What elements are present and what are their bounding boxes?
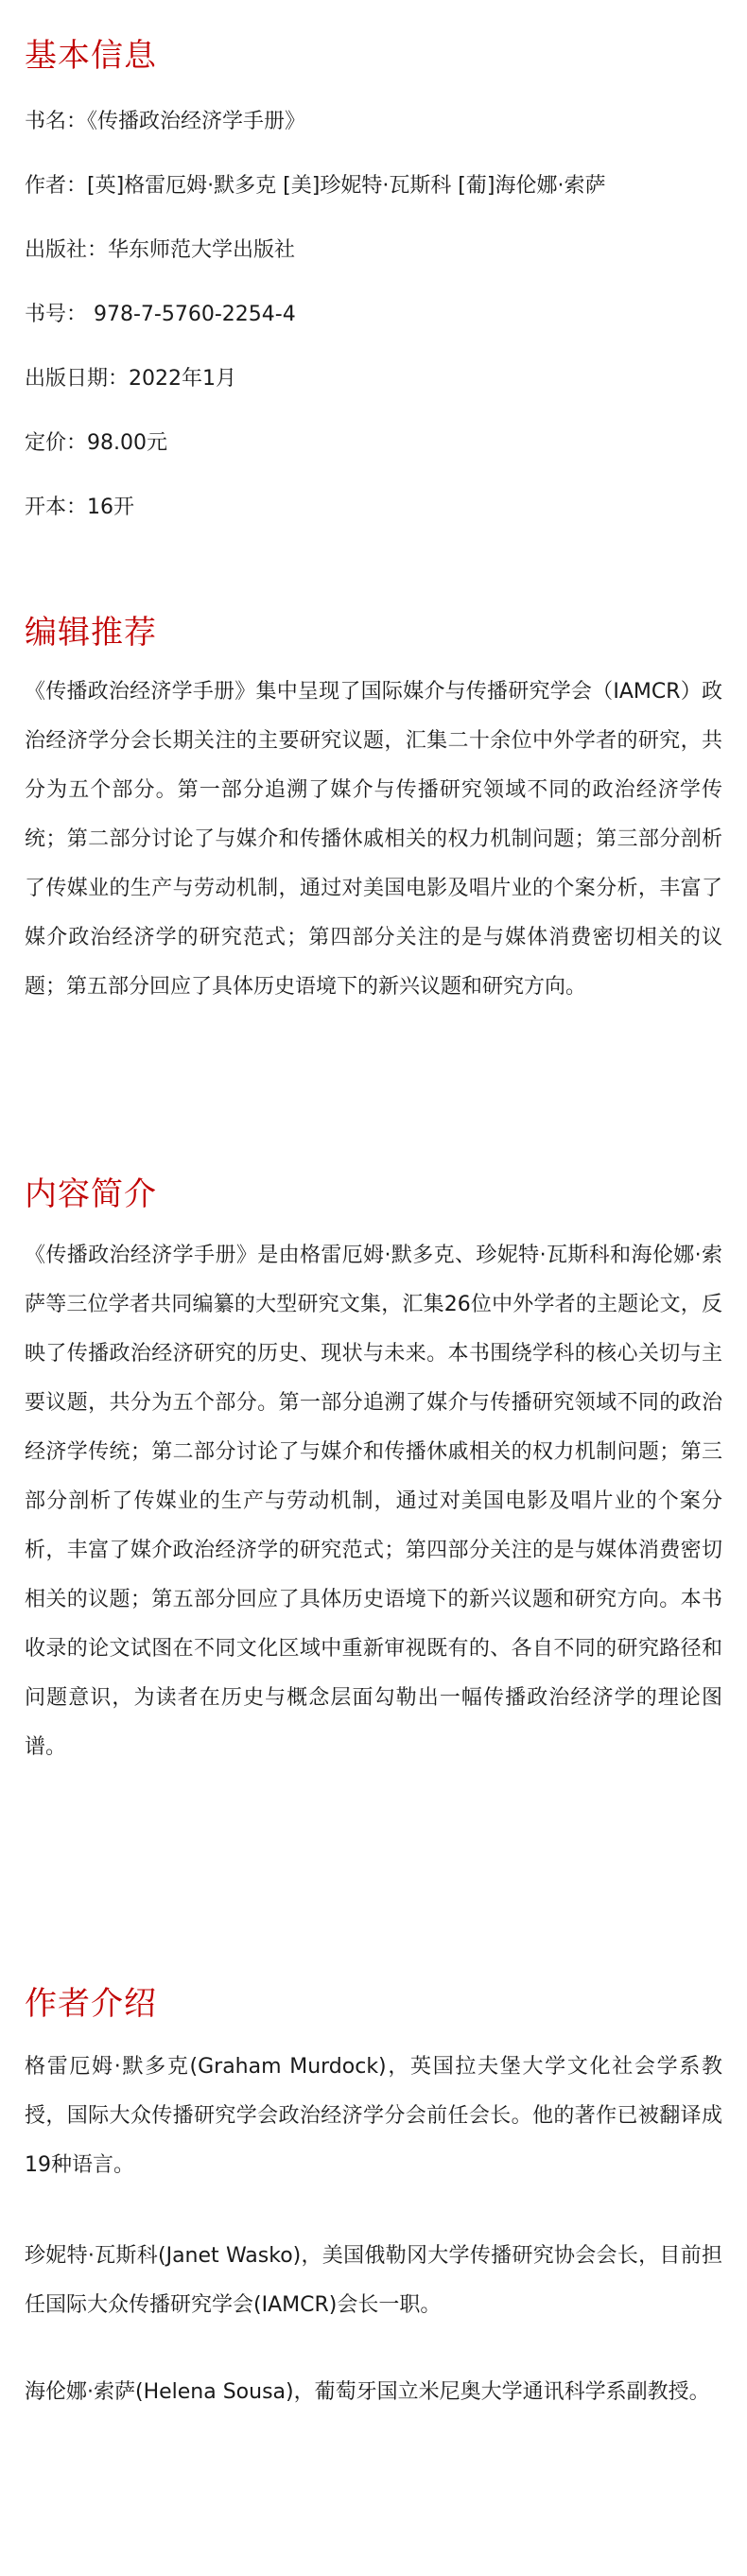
editor-recommendation-title: 编辑推荐 [25, 614, 157, 652]
info-book-name: 书名：《传播政治经济学手册》 [25, 110, 306, 133]
info-publisher: 出版社：华东师范大学出版社 [25, 238, 296, 262]
author-intro-murdock: 格雷厄姆·默多克(Graham Murdock)，英国拉夫堡大学文化社会学系教授，国际大众传播研究学会政治经济学分会前任会长。他的著作已被翻译成19种语言。 [25, 2055, 722, 2177]
info-isbn: 书号： 978-7-5760-2254-4 [25, 303, 296, 326]
info-authors: 作者：[英]格雷厄姆·默多克 [美]珍妮特·瓦斯科 [葡]海伦娜·索萨 [25, 174, 606, 198]
info-format: 开本：16开 [25, 496, 134, 519]
basic-info-title: 基本信息 [25, 37, 157, 75]
info-publish-date: 出版日期：2022年1月 [25, 367, 236, 391]
info-price: 定价：98.00元 [25, 431, 167, 455]
content-summary-title: 内容简介 [25, 1175, 157, 1213]
author-intro-wasko: 珍妮特·瓦斯科(Janet Wasko)，美国俄勒冈大学传播研究协会会长，目前担任国际大众传播研究学会(IAMCR)会长一职。 [25, 2244, 722, 2317]
editor-recommendation-text: 《传播政治经济学手册》集中呈现了国际媒介与传播研究学会（IAMCR）政治经济学分会长期关注的主要研究议题，汇集二十余位中外学者的研究，共分为五个部分。第一部分追溯了媒介与传播研究领域不同的政治经济学传统；第二部分讨论了与媒介和传播休戚相关的权力机制问题；第三部分剖析了传媒业的生产与劳动机制，通过对美国电影及唱片业的个案分析，丰富了媒介政治经济学的研究范式；第四部分关注的是与媒体消费密切相关的议题；第五部分回应了具体历史语境下的新兴议题和研究方向。 [25, 680, 722, 999]
content-summary-text: 《传播政治经济学手册》是由格雷厄姆·默多克、珍妮特·瓦斯科和海伦娜·索萨等三位学者共同编纂的大型研究文集，汇集26位中外学者的主题论文，反映了传播政治经济研究的历史、现状与未来。本书围绕学科的核心关切与主要议题，共分为五个部分。第一部分追溯了媒介与传播研究领域不同的政治经济学传统；第二部分讨论了与媒介和传播休戚相关的权力机制问题；第三部分剖析了传媒业的生产与劳动机制，通过对美国电影及唱片业的个案分析，丰富了媒介政治经济学的研究范式；第四部分关注的是与媒体消费密切相关的议题；第五部分回应了具体历史语境下的新兴议题和研究方向。本书收录的论文试图在不同文化区域中重新审视既有的、各自不同的研究路径和问题意识，为读者在历史与概念层面勾勒出一幅传播政治经济学的理论图谱。 [25, 1244, 722, 1759]
author-intro-sousa: 海伦娜·索萨(Helena Sousa)，葡萄牙国立米尼奥大学通讯科学系副教授。 [25, 2380, 710, 2404]
author-intro-title: 作者介绍 [25, 1985, 157, 2023]
